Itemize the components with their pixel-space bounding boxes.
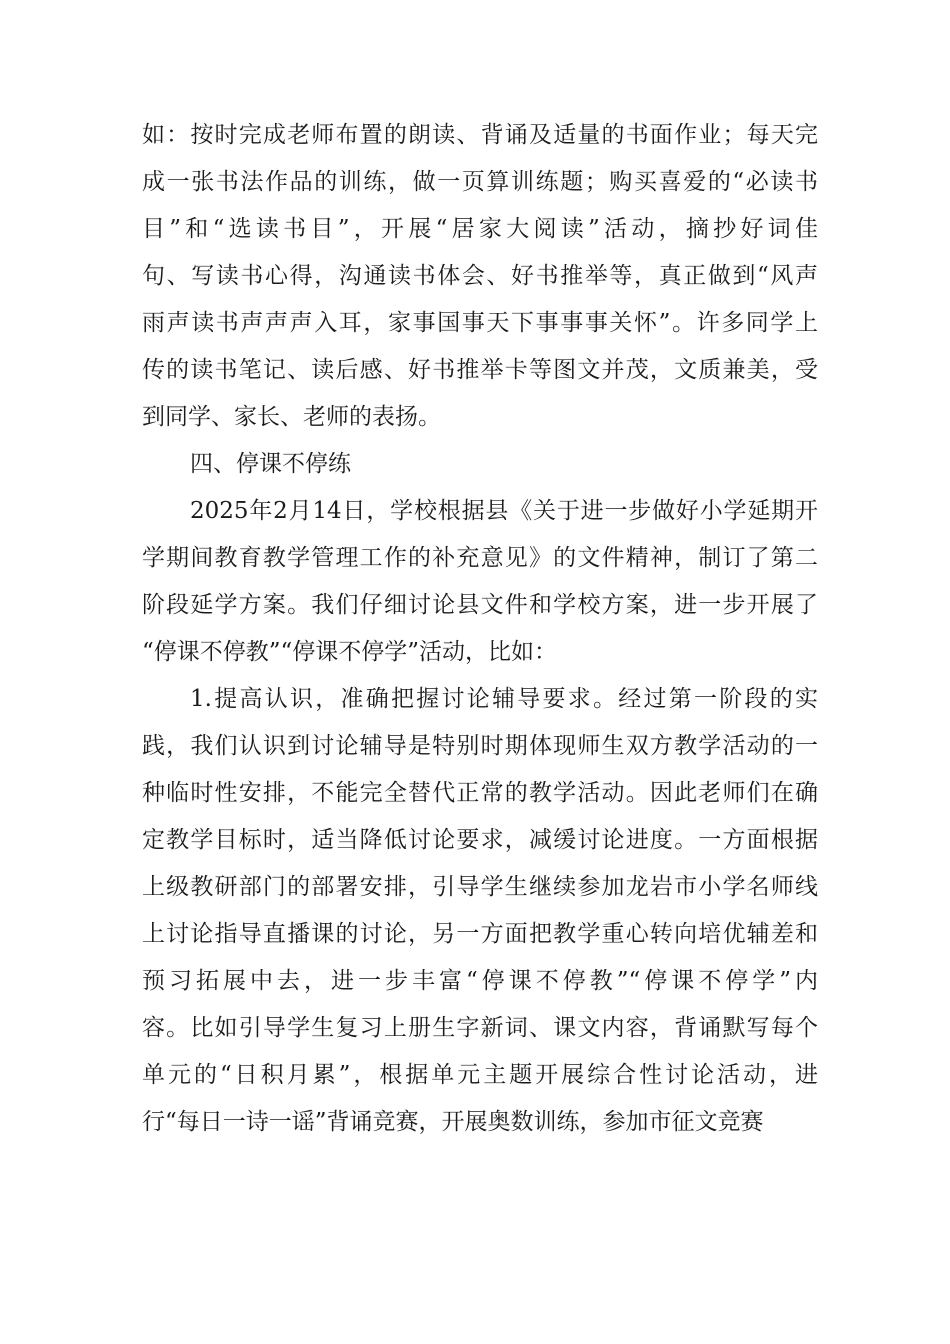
- text-line: 雨声读书声声声入耳，家事国事天下事事事关怀”。许多同学上: [142, 310, 818, 336]
- paragraph: [142, 488, 818, 676]
- text-line: 传的读书笔记、读后感、好书推举卡等图文并茂，文质兼美，受: [142, 357, 818, 383]
- text-line: 预习拓展中去，进一步丰富“停课不停教”“停课不停学”内: [142, 968, 818, 994]
- text-line: 如：按时完成老师布置的朗读、背诵及适量的书面作业；每天完: [142, 122, 818, 148]
- text-line: 单元的“日积月累”，根据单元主题开展综合性讨论活动，进: [142, 1062, 818, 1088]
- text-line: 定教学目标时，适当降低讨论要求，减缓讨论进度。一方面根据: [142, 827, 818, 853]
- text-line: 上讨论指导直播课的讨论，另一方面把教学重心转向培优辅差和: [142, 921, 818, 947]
- text-line: 行“每日一诗一谣”背诵竞赛，开展奥数训练，参加市征文竞赛: [142, 1109, 764, 1135]
- paragraph: [142, 676, 818, 1146]
- paragraph: [142, 112, 818, 441]
- section-heading: [142, 441, 818, 488]
- text-line: 2025年2月14日，学校根据县《关于进一步做好小学延期开: [190, 498, 818, 524]
- text-line: 容。比如引导学生复习上册生字新词、课文内容，背诵默写每个: [142, 1015, 818, 1041]
- text-line: 到同学、家长、老师的表扬。: [142, 404, 441, 430]
- text-line: 四、停课不停练: [190, 451, 351, 477]
- text-line: “停课不停教”“停课不停学”活动，比如：: [142, 639, 558, 665]
- text-line: 目”和“选读书目”，开展“居家大阅读”活动，摘抄好词佳: [142, 216, 818, 242]
- text-line: 践，我们认识到讨论辅导是特别时期体现师生双方教学活动的一: [142, 733, 818, 759]
- text-line: 句、写读书心得，沟通读书体会、好书推举等，真正做到“风声: [142, 263, 818, 289]
- text-line: 成一张书法作品的训练，做一页算训练题；购买喜爱的“必读书: [142, 169, 818, 195]
- text-line: 阶段延学方案。我们仔细讨论县文件和学校方案，进一步开展了: [142, 592, 818, 618]
- text-line: 1.提高认识，准确把握讨论辅导要求。经过第一阶段的实: [190, 686, 818, 712]
- text-line: 学期间教育教学管理工作的补充意见》的文件精神，制订了第二: [142, 545, 818, 571]
- text-line: 上级教研部门的部署安排，引导学生继续参加龙岩市小学名师线: [142, 874, 818, 900]
- document-body: [142, 112, 818, 1146]
- text-line: 种临时性安排，不能完全替代正常的教学活动。因此老师们在确: [142, 780, 818, 806]
